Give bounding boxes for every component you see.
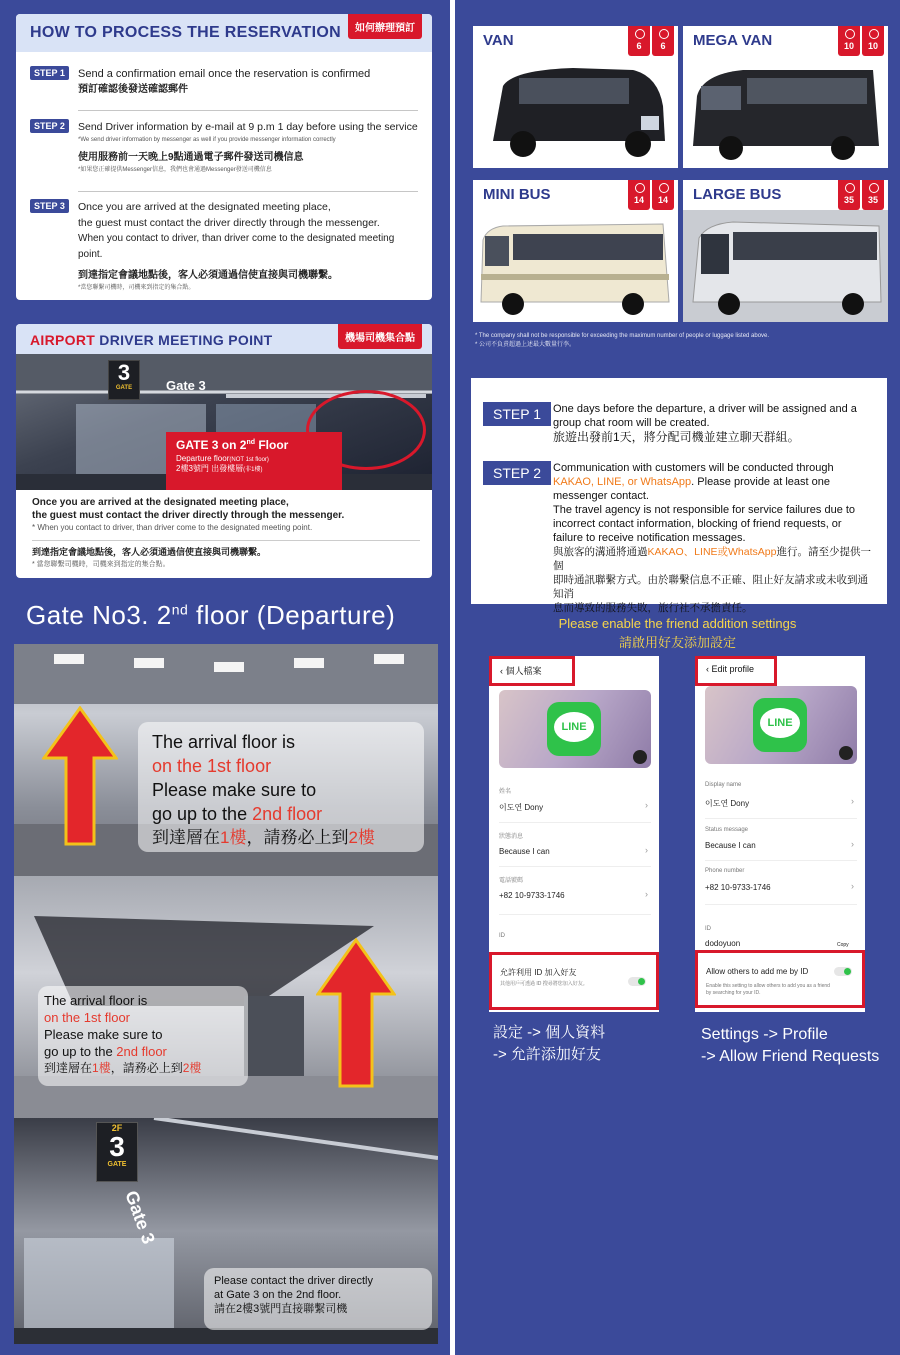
step-line-en: group chat room will be created. (553, 417, 710, 429)
step-text-en: Send Driver information by e-mail at 9 p.m 1 day before using the service (78, 121, 418, 133)
people-capacity: 14 (628, 180, 650, 210)
gate-number: 3 (117, 360, 131, 385)
field-label: ID (705, 926, 711, 932)
gate-text: Gate 3 (121, 1188, 159, 1247)
vehicle-mega-van (683, 26, 888, 168)
arrival-line-3: Please make sure to (44, 1027, 163, 1042)
arrival-line-3: Please make sure to (152, 780, 317, 800)
arrival-photo-2 (14, 876, 438, 1118)
field-value[interactable]: 이도연 Dony (705, 799, 750, 808)
arrival-line-1: The arrival floor is (152, 732, 296, 752)
step-text-zh: 到達指定會議地點後，客人必須通過信使直接與司機聯繫。 (78, 270, 338, 281)
contact-line-2: at Gate 3 on the 2nd floor. (214, 1289, 342, 1301)
line-logo-icon: LINE (753, 698, 807, 752)
meeting-note-zh: * 當您聯繫司機時，司機來到指定的集合點。 (32, 561, 170, 568)
field-value[interactable]: +82 10-9733-1746 (499, 891, 565, 900)
capacity-badges (628, 180, 674, 210)
capacity-badges (628, 26, 674, 56)
step-line-en: messenger contact. (553, 490, 649, 502)
camera-icon[interactable] (633, 750, 647, 764)
mini-bus-image (473, 210, 678, 322)
meeting-card (16, 324, 432, 578)
vehicle-name: VAN (483, 32, 514, 49)
process-tag-zh: 如何辦理預訂 (348, 14, 422, 39)
disclaimer-en: * The company shall not be responsible for exceeding the maximum number of people or luggage listed above. (475, 333, 770, 339)
step-line-en: failure to receive notification messages. (553, 532, 746, 544)
back-icon[interactable]: ‹ (500, 666, 506, 676)
gate-number-sign (108, 360, 140, 400)
allow-title: 允許利用 ID 加入好友 (500, 968, 577, 977)
step-line-en: incorrect contact information, blocking of friend requests, or (553, 518, 842, 530)
step-text-en: When you contact to driver, than driver come to the designated meeting point. (78, 233, 395, 260)
field-value: dodoyuon (705, 939, 741, 948)
people-capacity: 35 (838, 180, 860, 210)
luggage-capacity: 10 (862, 26, 884, 56)
meeting-text-zh: 到達指定會議地點後，客人必須通過信使直接與司機聯繫。 (32, 547, 267, 557)
profile-header-zh[interactable]: ‹ 個人檔案 (489, 656, 575, 686)
arrival-line-2: on the 1st floor (152, 756, 272, 776)
copy-button[interactable]: Copy (837, 942, 849, 948)
people-capacity: 10 (838, 26, 860, 56)
meeting-title (30, 332, 273, 348)
meeting-text (32, 496, 420, 570)
field-label: 姓名 (499, 789, 512, 795)
arrival-line-1: The arrival floor is (44, 993, 148, 1008)
step-badge: STEP 2 (30, 119, 69, 133)
vehicle-mini-bus (473, 180, 678, 322)
messenger-step-1 (483, 402, 875, 445)
step-note-en: *We send driver information by messenger as well if you provide messenger information correctly (78, 137, 336, 143)
phone-screenshot-zh (489, 656, 659, 1012)
meeting-text-2: the guest must contact the driver directly through the messenger. (32, 510, 345, 521)
vehicle-large-bus (683, 180, 888, 322)
chevron-right-icon[interactable]: › (851, 881, 854, 891)
capacity-badges (838, 26, 884, 56)
divider (499, 914, 651, 915)
vehicle-van (473, 26, 678, 168)
divider (499, 866, 651, 867)
step-line-zh: 即時通訊聯繫方式。由於聯繫信息不正確、阻止好友請求或未收到通知消 (553, 574, 868, 600)
banner-line-2: Departure floor(NOT 1st floor) (176, 454, 269, 463)
vehicle-name: MINI BUS (483, 186, 551, 203)
arrival-note-2 (38, 986, 248, 1086)
field-label: Phone number (705, 868, 745, 874)
allow-title: Allow others to add me by ID (706, 967, 809, 976)
contact-line-zh: 請在2樓3號門直接聯繫司機 (214, 1303, 348, 1315)
back-icon[interactable]: ‹ (706, 664, 712, 674)
step-line-zh: 息而導致的服務失敗，旅行社不承擔責任。 (553, 602, 753, 614)
large-bus-image (683, 210, 888, 322)
allow-id-setting-zh[interactable] (489, 952, 659, 1010)
enable-title-en: Please enable the friend addition settings (558, 616, 797, 631)
chevron-right-icon[interactable]: › (851, 839, 854, 849)
arrival-line-4: go up to the 2nd floor (152, 804, 323, 824)
step-text-zh: 預訂確認後發送確認郵件 (78, 84, 188, 95)
phone-screenshot-en (695, 656, 865, 1012)
divider (705, 860, 857, 861)
arrival-line-zh: 到達層在1樓，請務必上到2樓 (44, 1061, 202, 1075)
luggage-capacity: 35 (862, 180, 884, 210)
allow-id-setting-en[interactable] (695, 950, 865, 1008)
capacity-badges (838, 180, 884, 210)
disclaimer-zh: * 公司不負責超過上述最大數量行李。 (475, 342, 576, 348)
sign-floor: 2F (111, 1123, 123, 1133)
caption-zh: 設定 -> 個人資料 -> 允許添加好友 (493, 1024, 606, 1063)
step-text-en: the guest must contact the driver directly through the messenger. (78, 217, 380, 229)
allow-note: 其他用戶可透過 ID 搜尋將您加入好友。 (500, 981, 588, 987)
chevron-right-icon[interactable]: › (645, 889, 648, 899)
banner-line-3: 2樓3號門 出發樓層(非1樓) (176, 464, 263, 473)
line-logo-icon: LINE (547, 702, 601, 756)
process-step-2 (30, 119, 418, 175)
contact-line-1: Please contact the driver directly (214, 1275, 373, 1287)
gate-word: GATE (115, 385, 133, 391)
chevron-right-icon[interactable]: › (645, 800, 648, 810)
step-text-zh: 使用服務前一天晚上9點通過電子郵件發送司機信息 (78, 152, 304, 163)
allow-toggle[interactable] (834, 967, 852, 976)
field-label: 狀態消息 (499, 834, 524, 840)
divider (705, 818, 857, 819)
process-step-1 (30, 66, 418, 97)
sign-number: 3 (109, 1131, 125, 1162)
step-text (553, 402, 875, 445)
luggage-capacity: 14 (652, 180, 674, 210)
divider (78, 191, 418, 192)
meeting-title-airport: AIRPORT (30, 332, 96, 348)
chevron-right-icon[interactable]: › (645, 845, 648, 855)
sign-word: GATE (107, 1161, 127, 1168)
meeting-title-rest: DRIVER MEETING POINT (95, 332, 273, 348)
gate-floor-title: Gate No3. 2nd floor (Departure) (26, 600, 396, 630)
divider (32, 540, 420, 541)
step-badge: STEP 3 (30, 199, 69, 213)
step-text-en: Send a confirmation email once the reservation is confirmed (78, 68, 371, 80)
gate3-photo (14, 1118, 438, 1344)
field-label: ID (499, 933, 505, 939)
meeting-text-1: Once you are arrived at the designated meeting place, (32, 497, 289, 508)
process-card-header (16, 14, 432, 52)
luggage-capacity: 6 (652, 26, 674, 56)
step-badge: STEP 1 (483, 402, 551, 426)
arrival-note-1 (138, 722, 424, 852)
field-value[interactable]: 이도연 Dony (499, 803, 544, 812)
meeting-note-en: * When you contact to driver, than driver come to the designated meeting point. (32, 523, 313, 532)
vehicle-name: MEGA VAN (693, 32, 773, 49)
meeting-tag-zh: 機場司機集合點 (338, 324, 422, 349)
field-label: 電話號碼 (499, 878, 524, 884)
vehicle-name: LARGE BUS (693, 186, 782, 203)
contact-note (204, 1268, 432, 1330)
field-label: Status message (705, 827, 749, 833)
step-text-en: Once you are arrived at the designated meeting place, (78, 201, 331, 213)
allow-toggle[interactable] (628, 977, 646, 986)
meeting-photo (16, 354, 432, 490)
arrival-line-4: go up to the 2nd floor (44, 1044, 167, 1059)
camera-icon[interactable] (839, 746, 853, 760)
field-label: Display name (705, 782, 742, 788)
step-badge: STEP 1 (30, 66, 69, 80)
profile-header-en[interactable]: ‹ Edit profile (695, 656, 777, 686)
gate-floor-sign (96, 1122, 138, 1182)
meeting-card-header (16, 324, 432, 354)
banner-line-1: GATE 3 on 2nd Floor (176, 438, 289, 452)
enable-title-zh: 請啟用好友添加設定 (618, 635, 736, 650)
process-card (16, 14, 432, 300)
up-arrow-icon (316, 938, 396, 1088)
arrival-line-2: on the 1st floor (44, 1010, 130, 1025)
allow-note: Enable this setting to allow others to add you as a friend by searching for your ID. (706, 983, 830, 996)
step-badge: STEP 2 (483, 461, 551, 485)
caption-en: Settings -> Profile -> Allow Friend Requests (701, 1026, 880, 1065)
field-value[interactable]: +82 10-9733-1746 (705, 883, 771, 892)
messenger-steps-box (471, 378, 887, 614)
van-image (473, 56, 678, 168)
step-line-en: KAKAO, LINE, or WhatsApp. Please provide at least one (553, 476, 830, 488)
field-value[interactable]: Because I can (499, 847, 550, 856)
step-line-en: Communication with customers will be conducted through (553, 462, 834, 474)
step-note-zh: *當您聯繫司機時，司機來到指定的集合點。 (78, 285, 195, 291)
step-line-en: The travel agency is not responsible for service failures due to (553, 504, 856, 516)
process-step-3 (30, 199, 418, 293)
field-value[interactable]: Because I can (705, 841, 756, 850)
right-column (455, 0, 900, 1355)
step-text (553, 461, 875, 615)
up-arrow-icon (42, 706, 118, 846)
gate-banner (166, 432, 342, 490)
arrival-line-zh: 到達層在1樓，請務必上到2樓 (152, 828, 375, 847)
step-line-zh: 與旅客的溝通將通過KAKAO、LINE或WhatsApp進行。請至少提供一個 (553, 546, 871, 572)
step-line-zh: 旅遊出發前1天，將分配司機並建立聊天群組。 (553, 430, 800, 444)
divider (499, 822, 651, 823)
chevron-right-icon[interactable]: › (851, 796, 854, 806)
process-title: HOW TO PROCESS THE RESERVATION (30, 24, 341, 41)
mega-van-image (683, 56, 888, 168)
step-note-zh: *如果您正確提供Messenger信息，我們也會通過Messenger發送司機信息 (78, 167, 272, 173)
divider (705, 904, 857, 905)
step-line-en: One days before the departure, a driver will be assigned and a (553, 403, 857, 415)
messenger-step-2 (483, 461, 875, 615)
profile-cover (499, 690, 651, 768)
gate-sign-text: Gate 3 (166, 378, 206, 393)
arrival-photo-1 (14, 644, 438, 876)
divider (78, 110, 418, 111)
people-capacity: 6 (628, 26, 650, 56)
profile-cover (705, 686, 857, 764)
